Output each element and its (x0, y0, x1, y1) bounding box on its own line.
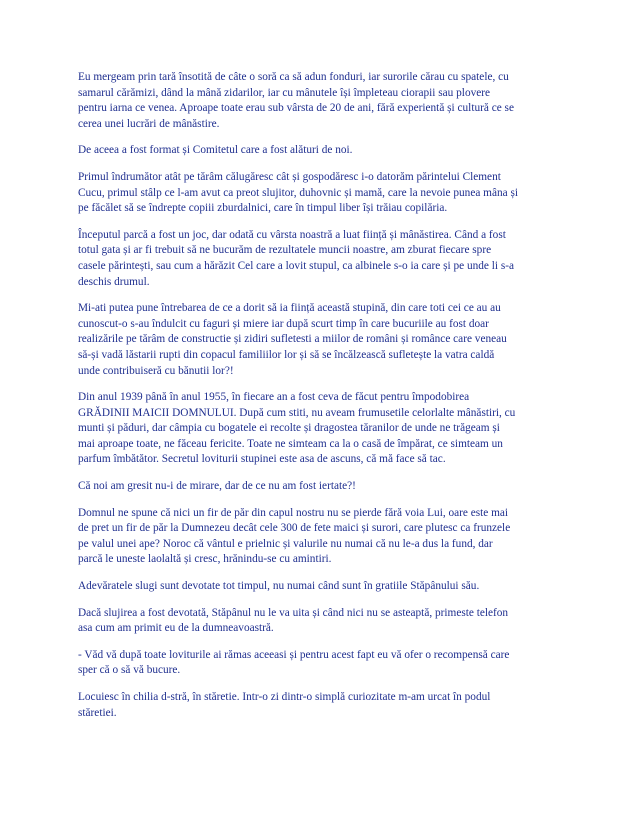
paragraph: Primul îndrumător atât pe tărâm călugăresc cât și gospodăresc i-o datorăm părintelui Clement Cucu, primul stâlp ce l-am avut ca preot slujitor, duhovnic și mamă, care la nevoie punea mâna și pe făcălet să se îndrepte copiii zburdalnici, care în timpul liber își trăiau copilăria. (78, 170, 518, 215)
paragraph: Dacă slujirea a fost devotată, Stăpânul nu le va uita și când nici nu se asteaptă, primeste telefon asa cum am primit eu de la dumneavoastră. (78, 606, 509, 635)
paragraph: Locuiesc în chilia d-stră, în stăretie. Intr-o zi dintr-o simplă curiozitate m-am urcat în podul stăretiei. (78, 691, 491, 719)
paragraph: De aceea a fost format și Comitetul care a fost alături de noi. (78, 144, 353, 157)
paragraph: Că noi am gresit nu-i de mirare, dar de ce nu am fost iertate?! (78, 480, 356, 493)
paragraph: Domnul ne spune că nici un fir de păr din capul nostru nu se pierde fără voia Lui, oare este mai de pret un fir de păr la Dumnezeu decât cele 300 de fete maici și surori, care plutesc ca frunzele pe valul unei ape? Noroc că vântul e prielnic și valurile nu numai că nu le-a dus la fund, dar parcă le uneste laolaltă și cresc, hrănindu-se cu amintiri. (78, 506, 511, 566)
paragraph: Adevăratele slugi sunt devotate tot timpul, nu numai când sunt în gratiile Stăpânului său. (78, 580, 480, 593)
paragraph: Din anul 1939 până în anul 1955, în fiecare an a fost ceva de făcut pentru împodobirea GRĂDINII MAICII DOMNULUI. După cum stiti, nu aveam frumusetile celorlalte mânăstiri, cu munti și păduri, dar câmpia cu bogatele ei recolte și dragostea tăranilor de unde ne trăgeam și mai aproape toate, ne făceau fericite. Toate ne simteam ca la o casă de împărat, ce simteam un parfum îmbătător. Secretul loviturii stupinei este asa de ascuns, că mă face să tac. (78, 391, 516, 466)
paragraph: - Văd vă după toate loviturile ai rămas aceeasi și pentru acest fapt eu vă ofer o recompensă care sper că o să vă bucure. (78, 648, 510, 677)
paragraph: Mi-ati putea pune întrebarea de ce a dorit să ia ființă această stupină, din care toti cei ce au au cunoscut-o s-au îndulcit cu faguri și miere iar după scurt timp în care bucuriile au fost doar realizările pe tărâm de constructie și zidiri sufletesti a miilor de români și românce care veneau să-și vadă lăstarii rupti din copacul familiilor lor și să se încălzească sufletește la vatra caldă unde contribuiseră cu bănutii lor?! (78, 302, 507, 377)
paragraph: Începutul parcă a fost un joc, dar odată cu vârsta noastră a luat ființă și mânăstirea. Când a fost totul gata și ar fi trebuit să ne bucurăm de rezultatele muncii noastre, am zburat fiecare spre casele părintești, sau cum a hărăzit Cel care a lovit stupul, ca albinele s-o ia care și pe unde li s-a deschis drumul. (78, 228, 515, 288)
paragraph: Eu mergeam prin tară însotită de câte o soră ca să adun fonduri, iar surorile cărau cu spatele, cu samarul cărămizi, dând la mână zidarilor, iar cu mânutele își împleteau ciorapii sau plovere pentru iarna ce venea. Aproape toate erau sub vârsta de 20 de ani, fără experientă și cultură ce se cerea unei lucrări de mânăstire. (78, 71, 514, 130)
document-page (78, 70, 566, 732)
